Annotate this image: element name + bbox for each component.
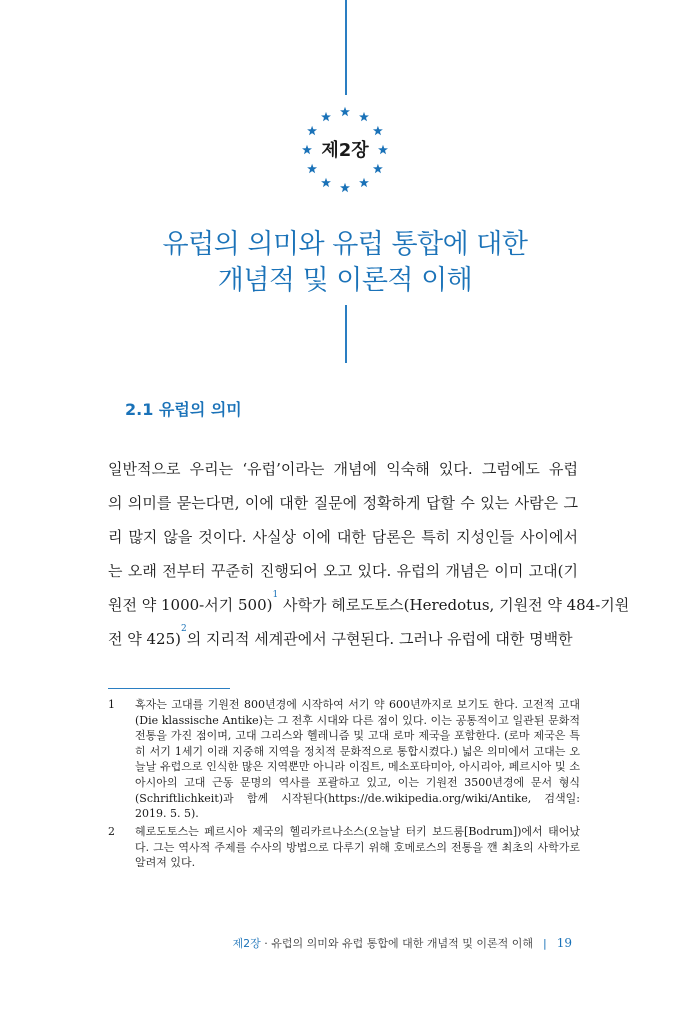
star-icon xyxy=(340,183,350,192)
star-icon xyxy=(373,164,383,173)
footnote-number: 1 xyxy=(108,698,115,711)
top-vertical-rule xyxy=(345,0,347,95)
footnote-text: 헤로도토스는 페르시아 제국의 헬리카르나소스(오늘날 터키 보드룸[Bodrum])에서 태어났다. 그는 역사적 주제를 수사의 방법으로 다루기 위해 호메로스의 전통을 깬 최초의 사학가로 알려져 있다. xyxy=(135,825,580,870)
footnote-number: 2 xyxy=(108,825,115,838)
footnote-text: 혹자는 고대를 기원전 800년경에 시작하여 서기 약 600년까지로 보기도 한다. 고전적 고대(Die klassische Antike)는 그 전후 시대와 다른 점이 있다. 이는 공통적이고 일관된 문화적 전통을 가진 점이며, 고대 그리스와 헬레니즘 및 고대 로마 제국을 포함한다. (로마 제국은 특히 서기 1세기 이래 지중해 지역을 정치적 문화적으로 통합시켰다.) 넓은 의미에서 고대는 오늘날 유럽으로 인식한 많은 지역뿐만 아니라 이집트, 메소포타미아, 아시리아, 페르시아 및 소아시아의 고대 근동 문명의 역사를 포괄하고 있고, 이는 기원전 3500년경에 문서 형식(Schriftlichkeit)과 함께 시작된다(https://de.wikipedia.org/wiki/Antike, 검색일: 2019. 5. 5). xyxy=(135,698,580,821)
star-icon xyxy=(321,112,331,121)
star-icon xyxy=(340,107,350,116)
star-icon xyxy=(307,126,317,135)
footer-chapter: 제2장 xyxy=(232,937,261,950)
footer-separator: | xyxy=(543,937,547,950)
footnote-1 xyxy=(108,697,580,822)
bottom-vertical-rule xyxy=(345,305,347,363)
footnote-ref-1[interactable]: 1 xyxy=(272,590,279,600)
body-line xyxy=(108,624,578,649)
body-text-span: 의 지리적 세계관에서 구현된다. 그러나 유럽에 대한 명백한 xyxy=(186,630,573,648)
body-line: 일반적으로 우리는 ‘유럽’이라는 개념에 익숙해 있다. 그럼에도 유럽 xyxy=(108,460,578,478)
footnote-rule xyxy=(108,688,230,689)
body-text-span: 원전 약 1000-서기 500) xyxy=(108,596,273,614)
body-line xyxy=(108,590,630,615)
chapter-title-line-2: 개념적 및 이론적 이해 xyxy=(217,265,473,296)
body-line: 의 의미를 묻는다면, 이에 대한 질문에 정확하게 답할 수 있는 사람은 그 xyxy=(108,494,578,512)
body-text-span: 전 약 425) xyxy=(108,630,181,648)
body-text-span: 사학가 헤로도토스(Heredotus, 기원전 약 484-기원 xyxy=(278,596,630,614)
footer-title: · 유럽의 의미와 유럽 통합에 대한 개념적 및 이론적 이해 xyxy=(260,937,533,950)
star-icon xyxy=(359,178,369,187)
star-icon xyxy=(373,126,383,135)
body-line: 리 많지 않을 것이다. 사실상 이에 대한 담론은 특히 지성인들 사이에서 xyxy=(108,528,578,546)
page-number: 19 xyxy=(556,936,572,950)
page-footer xyxy=(233,935,573,951)
chapter-label: 제2장 xyxy=(321,140,369,161)
footnote-2 xyxy=(108,824,580,871)
star-icon xyxy=(321,178,331,187)
body-line: 는 오래 전부터 꾸준히 진행되어 오고 있다. 유럽의 개념은 이미 고대(기 xyxy=(108,562,578,580)
star-icon xyxy=(359,112,369,121)
section-heading: 2.1 유럽의 의미 xyxy=(125,400,242,419)
footnote-ref-2[interactable]: 2 xyxy=(181,624,187,634)
chapter-title-line-1: 유럽의 의미와 유럽 통합에 대한 xyxy=(162,229,528,260)
star-icon xyxy=(307,164,317,173)
